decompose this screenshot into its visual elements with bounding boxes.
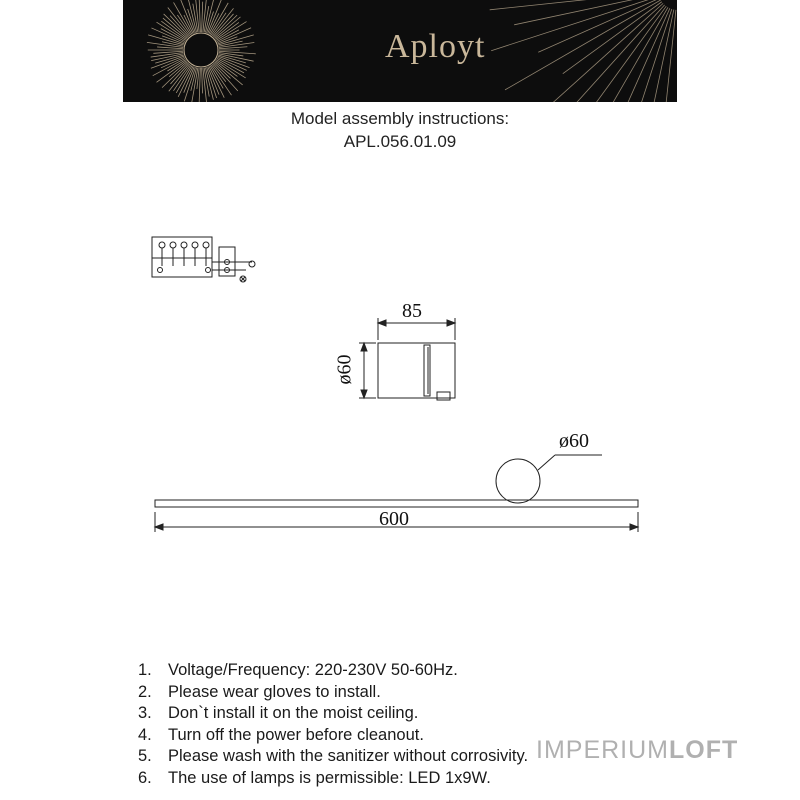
base-view bbox=[359, 318, 455, 400]
list-item: 1. Voltage/Frequency: 220-230V 50-60Hz. bbox=[138, 661, 458, 679]
list-item: 4. Turn off the power before cleanout. bbox=[138, 725, 424, 744]
brand-name: Aployt bbox=[385, 28, 486, 65]
base-diameter-label: ø60 bbox=[333, 354, 356, 385]
list-item: 6. The use of lamps is permissible: LED 1x9W. bbox=[138, 768, 491, 787]
globe-diameter-label: ø60 bbox=[559, 430, 589, 452]
model-number: APL.056.01.09 bbox=[343, 132, 457, 151]
document-title: Model assembly instructions: bbox=[290, 109, 510, 128]
list-item: 3. Don`t install it on the moist ceiling. bbox=[138, 704, 419, 722]
watermark: IMPERIUMLOFT bbox=[536, 736, 739, 764]
list-item: 2. Please wear gloves to install. bbox=[138, 682, 381, 701]
base-width-label: 85 bbox=[402, 300, 422, 322]
list-item: 5. Please wash with the sanitizer without corrosivity. bbox=[138, 747, 529, 765]
instructions-list bbox=[138, 660, 528, 789]
bar-length-label: 600 bbox=[379, 508, 409, 530]
wiring-diagram-icon bbox=[152, 237, 255, 282]
